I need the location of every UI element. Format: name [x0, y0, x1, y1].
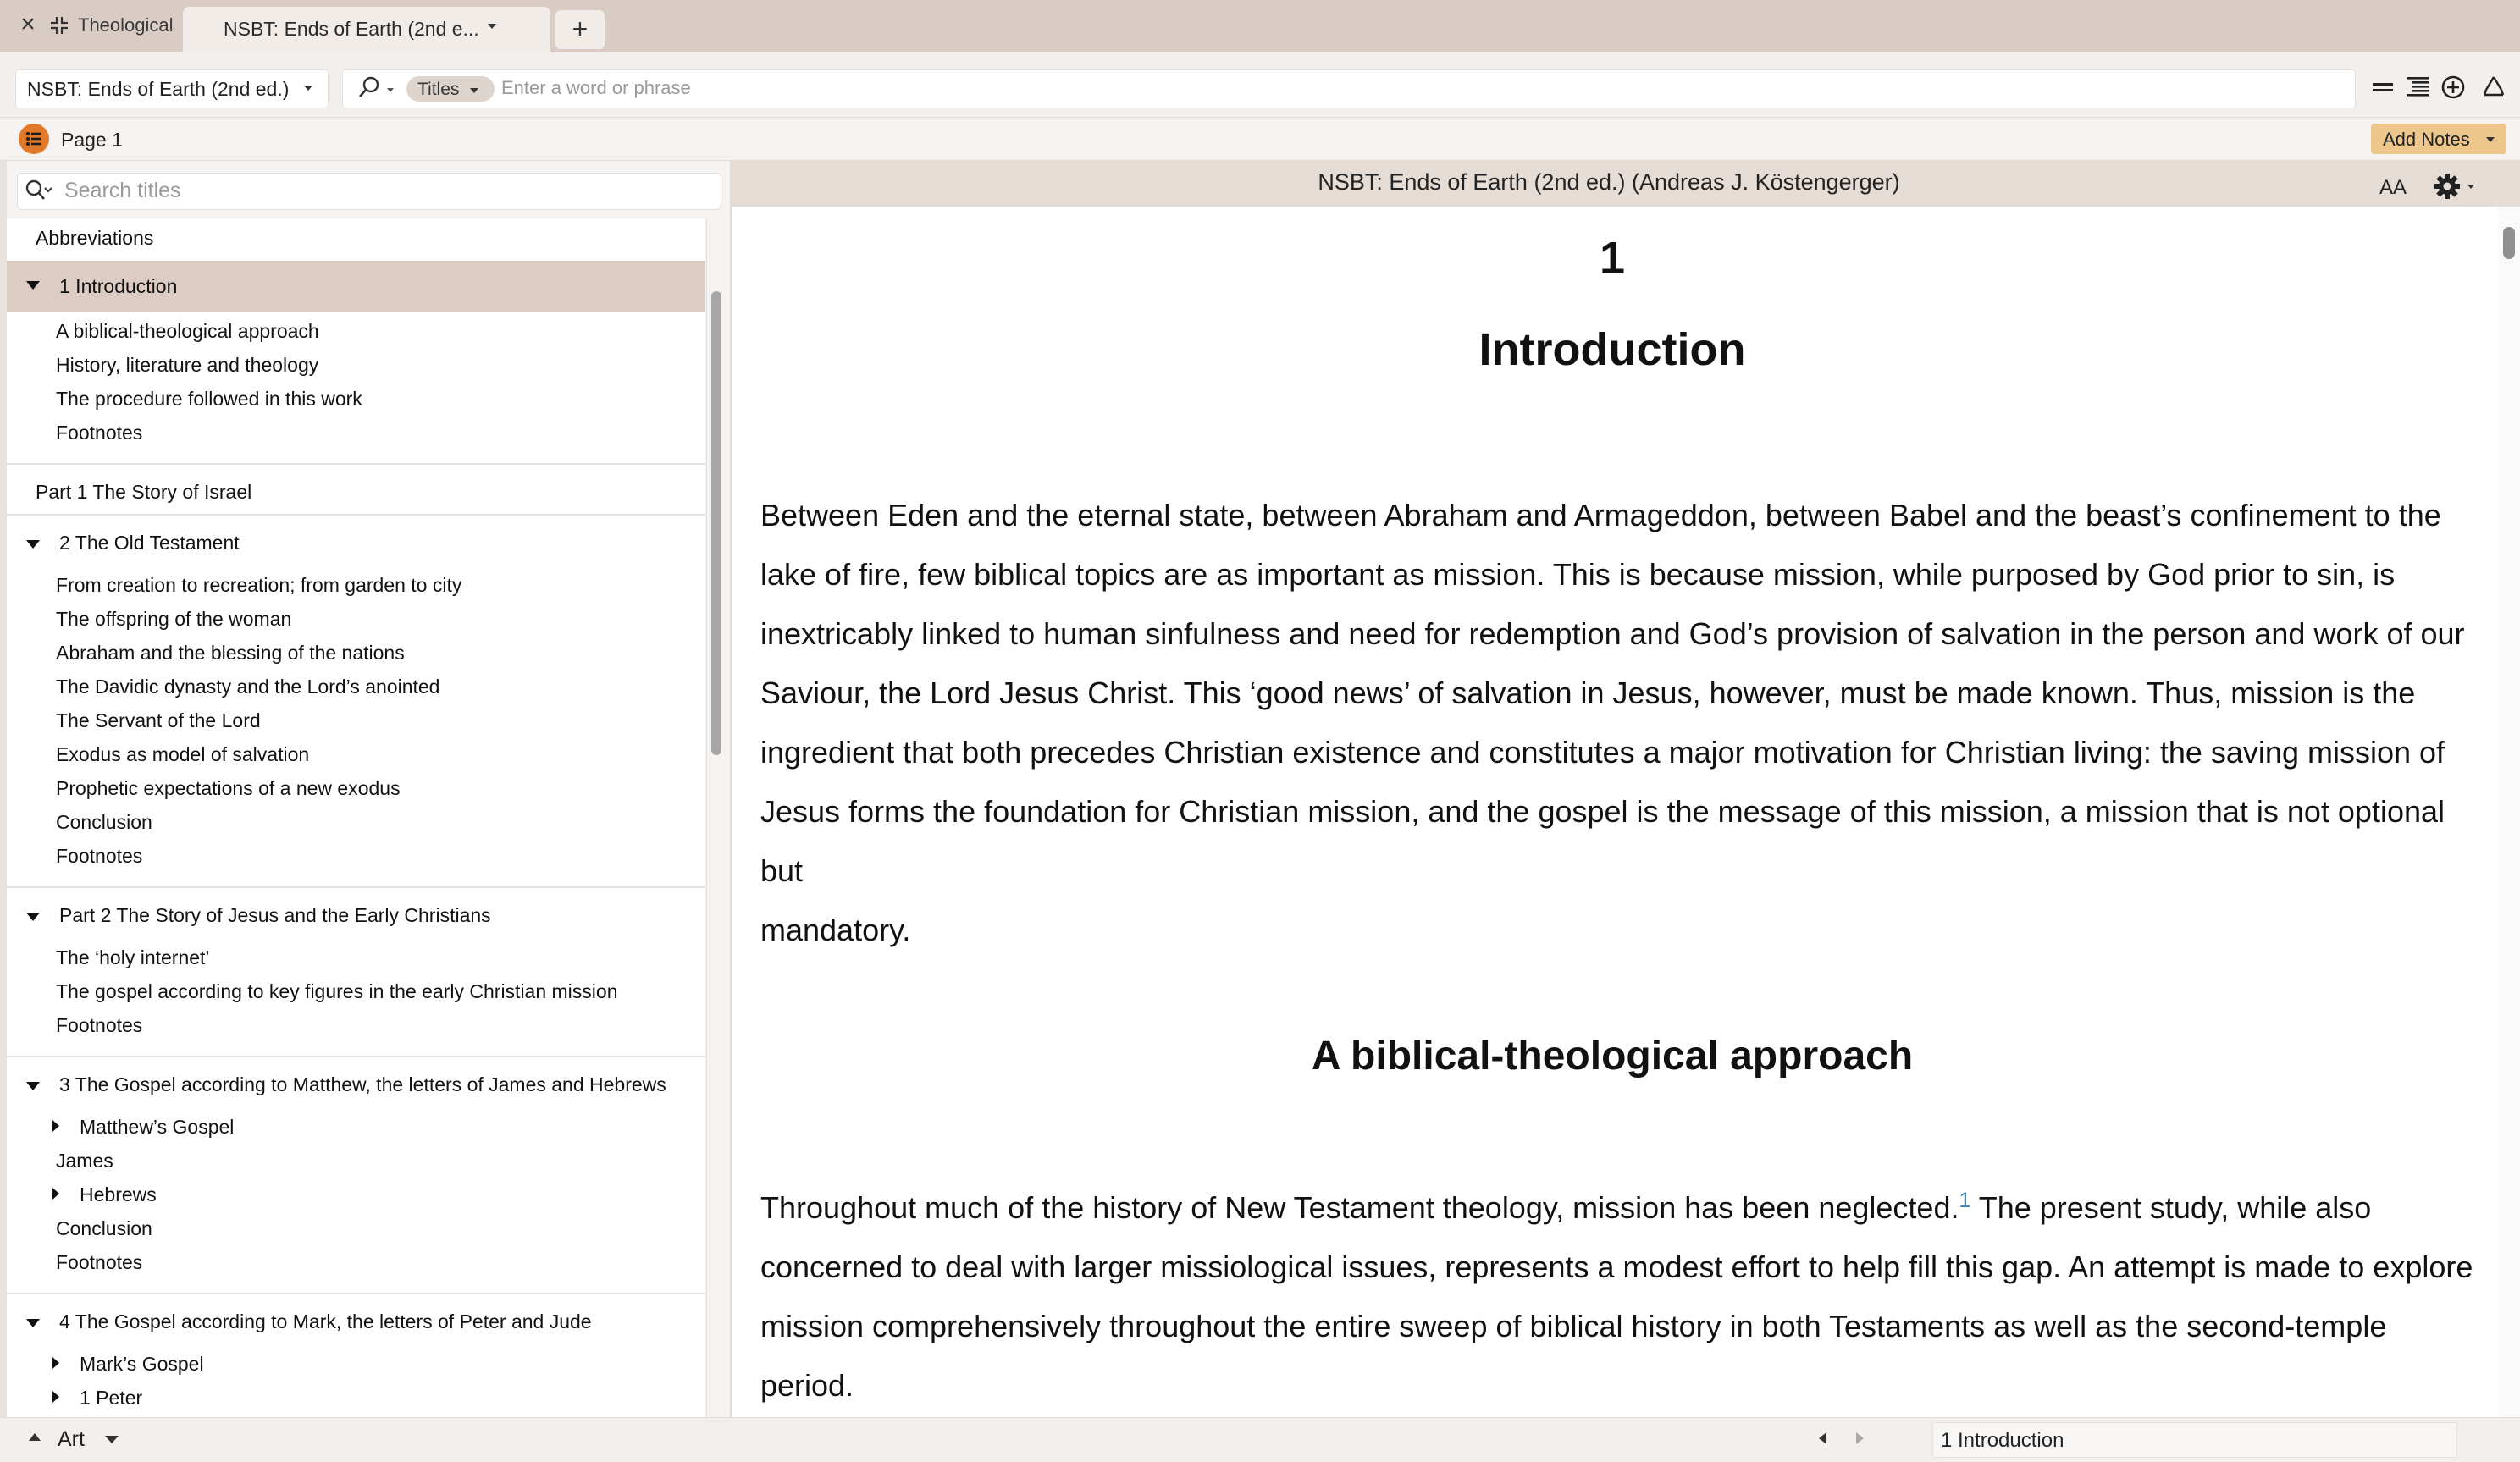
search-icon[interactable] [356, 74, 383, 102]
toc-item-label[interactable]: The gospel according to key figures in the early Christian mission [56, 980, 618, 1002]
chevron-down-icon[interactable] [2486, 137, 2495, 142]
toc-item-key-figures[interactable] [7, 980, 705, 1014]
toc-item-label[interactable]: Abbreviations [36, 227, 154, 249]
toc-item-label[interactable]: Footnotes [56, 1251, 143, 1273]
toc-item-label[interactable]: Hebrews [80, 1183, 157, 1205]
toc-border [706, 218, 707, 1417]
toc-item-label[interactable]: From creation to recreation; from garden to city [56, 574, 462, 596]
add-circle-icon[interactable] [2439, 73, 2468, 102]
toc-item-label[interactable]: Matthew’s Gospel [80, 1116, 235, 1138]
reader-body [732, 207, 2493, 1417]
toc-item-label[interactable]: 2 The Old Testament [59, 532, 240, 554]
toc-item-offspring[interactable] [7, 608, 705, 642]
toc-item-abraham[interactable] [7, 642, 705, 676]
toc-item-label[interactable]: Footnotes [56, 845, 143, 867]
search-scope-label[interactable]: Titles [417, 80, 460, 99]
expand-triangle-icon[interactable] [52, 1188, 59, 1200]
list-icon[interactable] [2403, 73, 2432, 102]
table-of-contents-toggle[interactable] [19, 124, 49, 154]
toc-item-label[interactable]: Conclusion [56, 1217, 152, 1239]
chevron-down-icon[interactable] [105, 1436, 119, 1443]
toc-item-exodus[interactable] [7, 743, 705, 777]
toc-item-abbreviations[interactable] [7, 218, 705, 261]
toc-item-procedure[interactable] [7, 388, 705, 422]
chevron-down-icon[interactable] [470, 88, 478, 93]
page-indicator: Page 1 [61, 129, 123, 151]
search-input[interactable] [501, 74, 2025, 102]
toc-item-label[interactable]: 1 Peter [80, 1387, 143, 1409]
location-label[interactable]: 1 Introduction [1941, 1429, 2064, 1452]
toc-item-label[interactable]: The offspring of the woman [56, 608, 292, 630]
paragraph-line: mandatory. [760, 913, 911, 947]
expand-triangle-icon[interactable] [52, 1120, 59, 1132]
toc-item-servant[interactable] [7, 709, 705, 743]
toc-item-footnotes[interactable] [7, 845, 705, 879]
text-run: Throughout much of the history of New Testament theology, mission has been neglected. [760, 1190, 1959, 1225]
toc-item-label[interactable]: 1 Introduction [59, 275, 178, 297]
toc-separator [7, 886, 705, 888]
tab-menu-caret-icon[interactable] [488, 24, 496, 29]
font-size-icon[interactable]: AA [2379, 176, 2407, 199]
panel-edge [0, 161, 7, 1417]
paragraph-line: inextricably linked to human sinfulness and need for redemption and God’s provision of salvation in the person and work of our [760, 616, 2465, 651]
toc-item-label[interactable]: Part 1 The Story of Israel [36, 481, 252, 503]
layout-icon[interactable] [2368, 73, 2397, 102]
toc-item-label[interactable]: History, literature and theology [56, 354, 319, 376]
previous-icon[interactable] [1819, 1432, 1826, 1444]
paragraph-line: mission comprehensively throughout the entire sweep of biblical history in both Testaments as well as the second-temple period. [760, 1309, 2387, 1403]
toc-item-1-peter[interactable] [7, 1387, 705, 1417]
toc-item-marks-gospel[interactable] [7, 1353, 705, 1387]
collapse-triangle-icon[interactable] [26, 1082, 40, 1090]
active-tab-label[interactable]: NSBT: Ends of Earth (2nd e... [224, 18, 479, 40]
font-size-button[interactable] [2379, 169, 2417, 198]
toc-item-conclusion[interactable] [7, 811, 705, 845]
toc-separator [7, 463, 705, 465]
title-search-input[interactable] [64, 177, 708, 204]
chapter-number: 1 [1599, 233, 1626, 284]
toc-separator [7, 1056, 705, 1057]
toc-item-label[interactable]: Prophetic expectations of a new exodus [56, 777, 401, 799]
resource-selector-label[interactable]: NSBT: Ends of Earth (2nd ed.) [27, 78, 290, 100]
paragraph-line: lake of fire, few biblical topics are as important as mission. This is because mission, while purposed by God prior to sin, is [760, 557, 2396, 592]
paragraph-1 [760, 486, 2479, 960]
toc-item-label[interactable]: The Davidic dynasty and the Lord’s anointed [56, 676, 440, 698]
paragraph-line: Between Eden and the eternal state, between Abraham and Armageddon, between Babel and the beast’s confinement to the [760, 498, 2441, 532]
text-run: The present study, while also [1970, 1190, 2372, 1225]
toc-item-label[interactable]: Abraham and the blessing of the nations [56, 642, 405, 664]
toc-item-footnotes[interactable] [7, 422, 705, 455]
toc-item-james[interactable] [7, 1150, 705, 1183]
toc-item-hebrews[interactable] [7, 1183, 705, 1217]
toc-item-davidic-dynasty[interactable] [7, 676, 705, 709]
chevron-down-icon[interactable] [304, 86, 312, 91]
toc-item-creation-to-recreation[interactable] [7, 574, 705, 608]
toc-item-holy-internet[interactable] [7, 946, 705, 980]
toc-item-introduction[interactable] [7, 261, 705, 312]
collapse-triangle-icon[interactable] [26, 540, 40, 549]
toc-item-label[interactable]: 3 The Gospel according to Matthew, the letters of James and Hebrews [59, 1073, 666, 1095]
toc-item-label[interactable]: Exodus as model of salvation [56, 743, 310, 765]
panel-expand-icon[interactable] [29, 1433, 41, 1441]
new-tab-button[interactable]: + [555, 10, 605, 49]
toc-list [7, 218, 705, 1417]
toc-item-old-testament[interactable] [7, 523, 705, 565]
reader-scrollbar-thumb[interactable] [2503, 227, 2515, 259]
paragraph-line: Saviour, the Lord Jesus Christ. This ‘good news’ of salvation in Jesus, however, must be made known. Thus, mission is the [760, 676, 2416, 710]
collapse-triangle-icon[interactable] [26, 913, 40, 921]
toc-item-part-2[interactable] [7, 896, 705, 938]
list-icon[interactable] [19, 124, 49, 154]
collapse-triangle-icon[interactable] [26, 1319, 40, 1327]
toc-item-biblical-theological-approach[interactable] [7, 320, 705, 354]
collapse-triangle-icon[interactable] [26, 281, 40, 290]
toc-item-label[interactable]: Footnotes [56, 1014, 143, 1036]
gear-icon[interactable] [2432, 171, 2462, 201]
tile-icon[interactable] [47, 14, 71, 37]
toc-item-conclusion[interactable] [7, 1217, 705, 1251]
page-row [0, 118, 2520, 161]
section-title: A biblical-theological approach [1311, 1034, 1914, 1079]
paragraph-line: concerned to deal with larger missiological issues, represents a modest effort to help fill this gap. An attempt is made to explore [760, 1250, 2473, 1284]
toc-item-label[interactable]: The Servant of the Lord [56, 709, 261, 731]
chapter-title: Introduction [1478, 324, 1746, 375]
add-notes-label[interactable]: Add Notes [2383, 129, 2470, 150]
reader-title: NSBT: Ends of Earth (2nd ed.) (Andreas J. Köstengerger) [1318, 169, 1900, 195]
toc-item-label[interactable]: Mark’s Gospel [80, 1353, 204, 1375]
toc-item-chapter-3[interactable] [7, 1065, 705, 1107]
expand-triangle-icon[interactable] [52, 1391, 59, 1403]
panel-name[interactable]: Art [58, 1427, 85, 1451]
toc-item-footnotes[interactable] [7, 1251, 705, 1285]
toc-item-label[interactable]: Footnotes [56, 422, 143, 444]
paragraph-line: Jesus forms the foundation for Christian mission, and the gospel is the message of this mission, a mission that is not optional but [760, 794, 2445, 888]
panel-group-name[interactable]: Theological [78, 14, 174, 36]
toc-item-matthews-gospel[interactable] [7, 1116, 705, 1150]
paragraph-line [760, 1178, 2479, 1238]
next-icon[interactable] [1856, 1432, 1864, 1444]
toc-item-label[interactable]: A biblical-theological approach [56, 320, 319, 342]
close-icon[interactable]: × [20, 10, 36, 38]
footnote-link[interactable]: 1 [1959, 1189, 1971, 1212]
toc-scrollbar-thumb[interactable] [711, 291, 721, 755]
reader-scroll-track[interactable] [2498, 207, 2520, 1417]
toc-item-label[interactable]: The ‘holy internet’ [56, 946, 210, 968]
toc-item-footnotes[interactable] [7, 1014, 705, 1048]
toc-separator [7, 514, 705, 516]
toc-item-prophetic-expectations[interactable] [7, 777, 705, 811]
toc-separator [7, 1293, 705, 1294]
toc-item-label[interactable]: Part 2 The Story of Jesus and the Early Christians [59, 904, 491, 926]
toc-item-history-literature-theology[interactable] [7, 354, 705, 388]
toc-item-label[interactable]: James [56, 1150, 113, 1172]
toc-item-part-1[interactable] [7, 472, 705, 515]
toc-item-label[interactable]: 4 The Gospel according to Mark, the letters of Peter and Jude [59, 1310, 592, 1332]
recycle-icon[interactable] [2479, 73, 2508, 102]
expand-triangle-icon[interactable] [52, 1357, 59, 1369]
paragraph-line: ingredient that both precedes Christian existence and constitutes a major motivation for Christian living: the saving mission of [760, 735, 2445, 770]
chevron-down-icon[interactable] [2468, 185, 2474, 189]
toc-item-label[interactable]: The procedure followed in this work [56, 388, 362, 410]
paragraph-2 [760, 1178, 2479, 1417]
search-type-caret-icon[interactable] [387, 88, 394, 92]
search-icon[interactable] [24, 178, 54, 203]
toc-item-label[interactable]: Conclusion [56, 811, 152, 833]
toc-item-chapter-4[interactable] [7, 1302, 705, 1344]
